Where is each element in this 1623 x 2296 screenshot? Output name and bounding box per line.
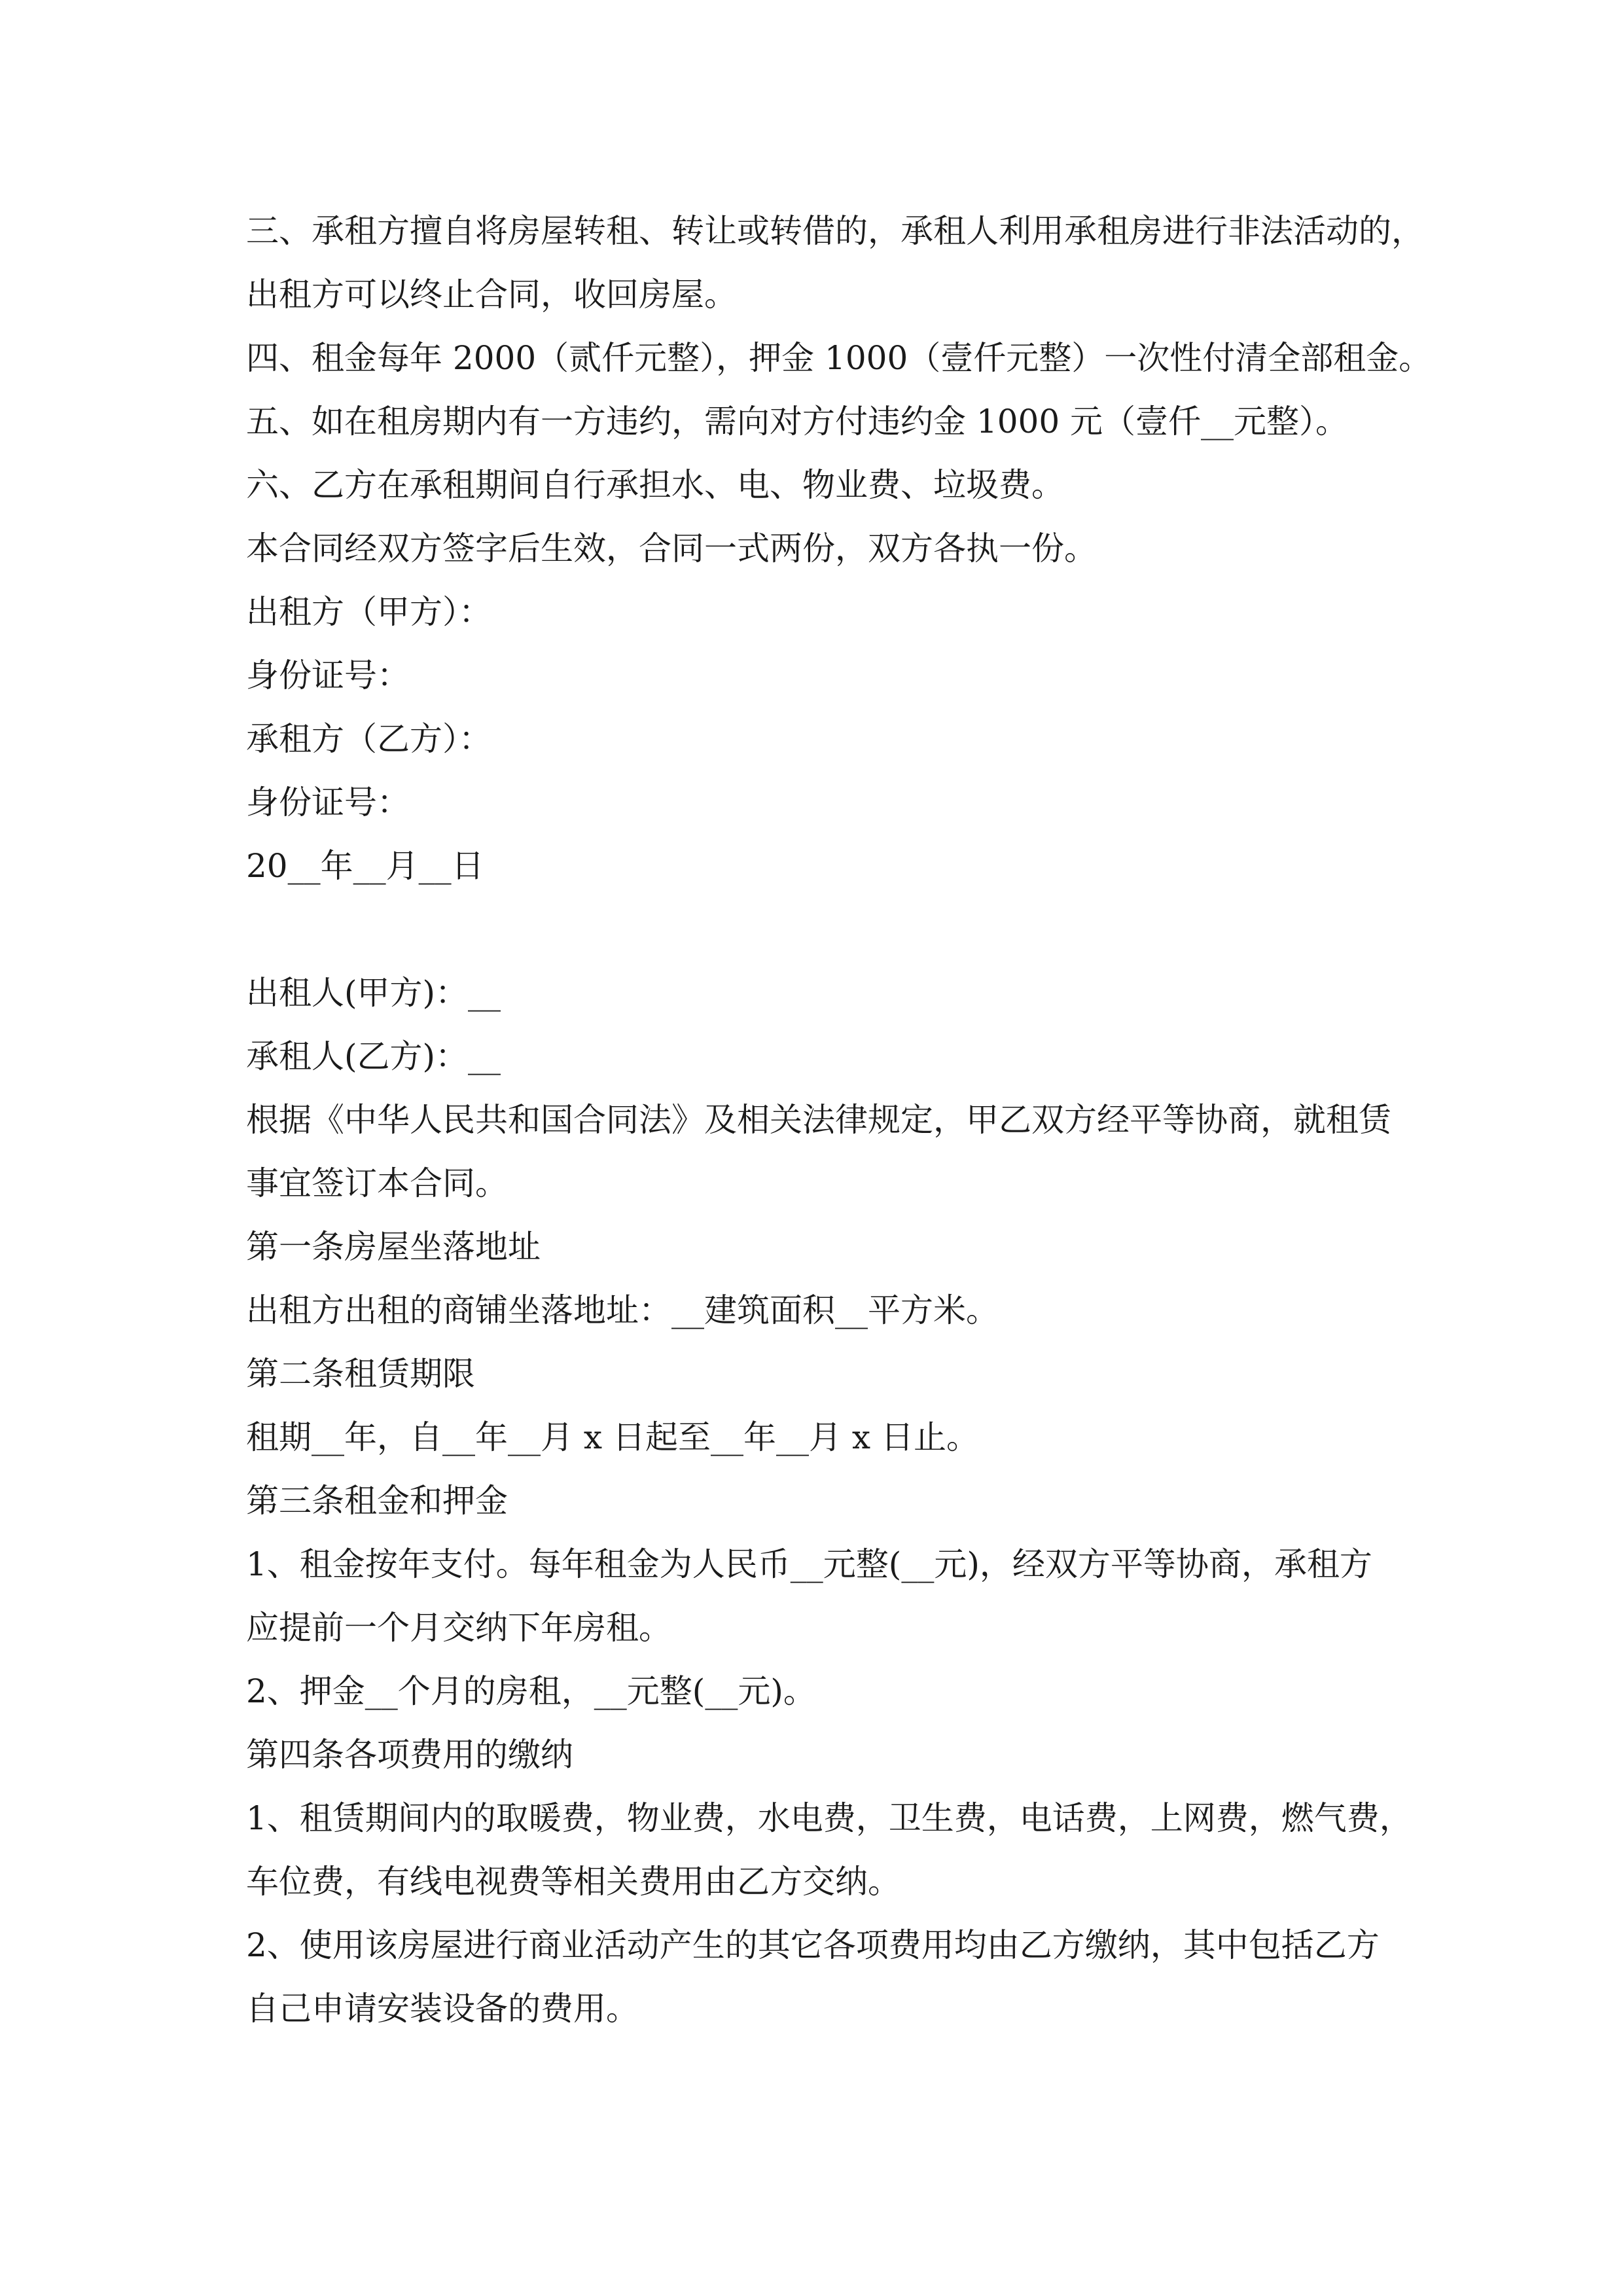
lessee-party-b: 承租人(乙方)：__ xyxy=(246,1037,501,1075)
preamble-line-2: 事宜签订本合同。 xyxy=(246,1164,508,1202)
article-4-item-2-line-1: 2、使用该房屋进行商业活动产生的其它各项费用均由乙方缴纳，其中包括乙方 xyxy=(246,1926,1380,1964)
lessor-signature-label: 出租方（甲方）： xyxy=(246,593,491,631)
article-4-item-1-line-2: 车位费，有线电视费等相关费用由乙方交纳。 xyxy=(246,1863,901,1901)
article-4-heading: 第四条各项费用的缴纳 xyxy=(246,1736,573,1774)
article-3-item-1-line-1: 1、租金按年支付。每年租金为人民币__元整(__元)，经双方平等协商，承租方 xyxy=(246,1545,1372,1583)
article-4-item-2-line-2: 自己申请安装设备的费用。 xyxy=(246,1990,639,2028)
article-1-heading: 第一条房屋坐落地址 xyxy=(246,1228,541,1266)
clause-3-line-1: 三、承租方擅自将房屋转租、转让或转借的，承租人利用承租房进行非法活动的， xyxy=(246,212,1424,250)
date-line: 20__年__月__日 xyxy=(246,847,484,885)
article-2-heading: 第二条租赁期限 xyxy=(246,1355,475,1393)
effective-clause: 本合同经双方签字后生效，合同一式两份，双方各执一份。 xyxy=(246,529,1097,567)
lessee-signature-label: 承租方（乙方）： xyxy=(246,720,491,758)
article-2-body: 租期__年，自__年__月 x 日起至__年__月 x 日止。 xyxy=(246,1418,979,1456)
clause-3-line-2: 出租方可以终止合同，收回房屋。 xyxy=(246,276,737,314)
article-3-heading: 第三条租金和押金 xyxy=(246,1482,508,1520)
article-3-item-1-line-2: 应提前一个月交纳下年房租。 xyxy=(246,1609,671,1647)
preamble-line-1: 根据《中华人民共和国合同法》及相关法律规定，甲乙双方经平等协商，就租赁 xyxy=(246,1101,1391,1139)
lessee-id-label: 身份证号： xyxy=(246,783,410,821)
clause-4: 四、租金每年 2000（贰仟元整），押金 1000（壹仟元整）一次性付清全部租金。 xyxy=(246,339,1432,377)
clause-5: 五、如在租房期内有一方违约，需向对方付违约金 1000 元（壹仟__元整）。 xyxy=(246,403,1349,440)
article-3-item-2: 2、押金__个月的房租，__元整(__元)。 xyxy=(246,1672,816,1710)
clause-6: 六、乙方在承租期间自行承担水、电、物业费、垃圾费。 xyxy=(246,466,1064,504)
lessor-party-a: 出租人(甲方)：__ xyxy=(246,974,501,1012)
article-4-item-1-line-1: 1、租赁期间内的取暖费，物业费，水电费，卫生费，电话费，上网费，燃气费， xyxy=(246,1799,1412,1837)
lessor-id-label: 身份证号： xyxy=(246,656,410,694)
article-1-body: 出租方出租的商铺坐落地址：__建筑面积__平方米。 xyxy=(246,1291,999,1329)
